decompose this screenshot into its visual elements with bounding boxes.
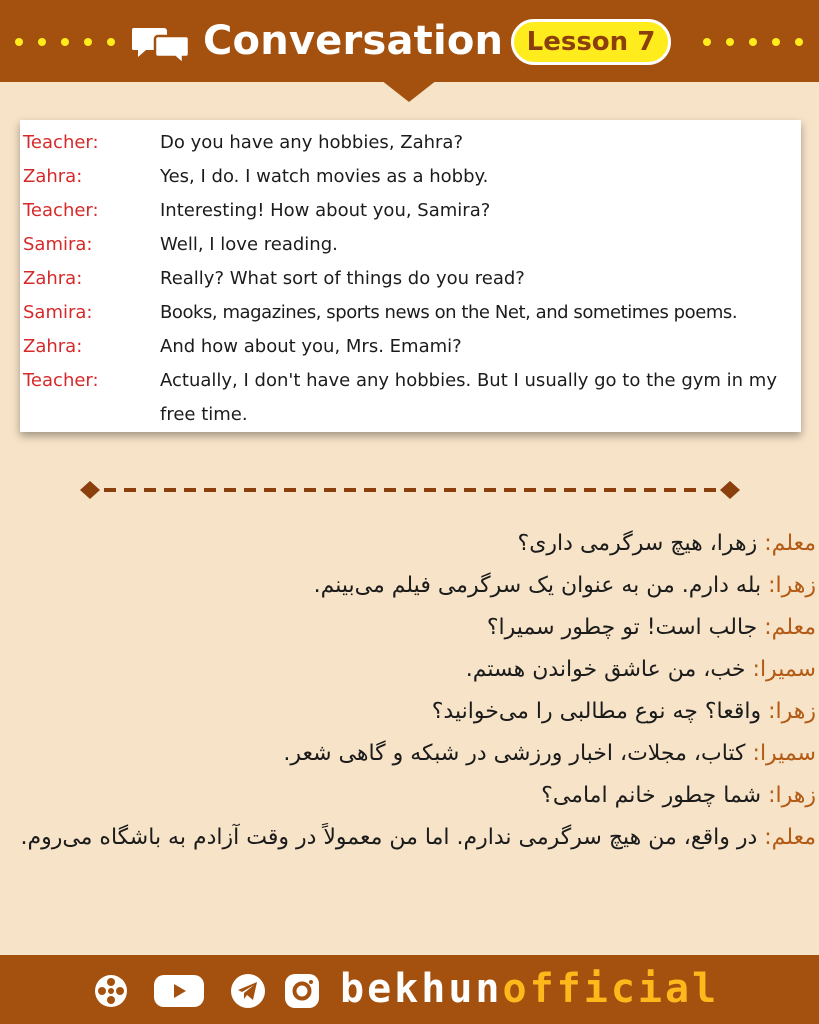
- dialogue-text: Actually, I don't have any hobbies. But I usually go to the gym in my free time.: [160, 370, 777, 425]
- dialogue-text: And how about you, Mrs. Emami?: [160, 336, 462, 357]
- youtube-icon[interactable]: [153, 973, 205, 1009]
- translation-line: [16, 565, 816, 607]
- translation-text: کتاب، مجلات، اخبار ورزشی در شبکه و گاهی شعر.: [283, 741, 753, 766]
- translation-line: [16, 523, 816, 565]
- brand-part-1: bekhun: [340, 966, 503, 1012]
- decorative-dots-left: [15, 38, 115, 46]
- speaker-label: زهرا:: [768, 783, 816, 808]
- dialogue-text: Do you have any hobbies, Zahra?: [160, 132, 464, 153]
- translation-line: [16, 817, 816, 859]
- translation-text: واقعا؟ چه نوع مطالبی را می‌خوانید؟: [431, 699, 769, 724]
- header-bar: [0, 0, 819, 82]
- speaker-label: Samira:: [23, 302, 93, 323]
- speaker-label: معلم:: [764, 825, 816, 850]
- decorative-dots-right: [703, 38, 803, 46]
- translation-line: [16, 649, 816, 691]
- brand-name[interactable]: [340, 963, 719, 1015]
- translation-text: شما چطور خانم امامی؟: [541, 783, 769, 808]
- speaker-label: Samira:: [23, 234, 93, 255]
- footer-bar: [0, 955, 819, 1024]
- english-dialogue-card: [20, 120, 801, 432]
- translation-line: [16, 733, 816, 775]
- translation-text: زهرا، هیچ سرگرمی داری؟: [517, 531, 765, 556]
- telegram-icon[interactable]: [230, 973, 266, 1009]
- speaker-label: Zahra:: [23, 268, 83, 289]
- speaker-label: معلم:: [764, 531, 816, 556]
- dialogue-text: Well, I love reading.: [160, 234, 338, 255]
- speaker-label: معلم:: [764, 615, 816, 640]
- translation-text: بله دارم. من به عنوان یک سرگرمی فیلم می‌بینم.: [313, 573, 769, 598]
- speaker-label: سمیرا:: [752, 741, 816, 766]
- chat-bubbles-icon: [132, 24, 190, 64]
- dialogue-text: Books, magazines, sports news on the Net, and sometimes poems.: [160, 302, 738, 323]
- speaker-label: Teacher:: [23, 200, 99, 221]
- translation-line: [16, 775, 816, 817]
- speaker-label: Teacher:: [23, 370, 99, 391]
- translation-line: [16, 607, 816, 649]
- lesson-badge: Lesson 7: [511, 19, 671, 65]
- translation-text: در واقع، من هیچ سرگرمی ندارم. اما من معمولاً در وقت آزادم به باشگاه می‌روم.: [20, 825, 765, 850]
- film-reel-icon[interactable]: [93, 973, 129, 1009]
- translation-text: جالب است! تو چطور سمیرا؟: [486, 615, 765, 640]
- dashed-divider: [78, 478, 742, 502]
- brand-part-2: official: [502, 966, 720, 1012]
- page-title: Conversation: [203, 18, 504, 64]
- speaker-label: زهرا:: [768, 699, 816, 724]
- translation-line: [16, 691, 816, 733]
- persian-translation: [16, 523, 816, 859]
- speaker-label: Teacher:: [23, 132, 99, 153]
- speaker-label: زهرا:: [768, 573, 816, 598]
- dialogue-text: Yes, I do. I watch movies as a hobby.: [160, 166, 489, 187]
- speaker-label: Zahra:: [23, 336, 83, 357]
- dialogue-text: Interesting! How about you, Samira?: [160, 200, 491, 221]
- speaker-label: سمیرا:: [752, 657, 816, 682]
- speaker-label: Zahra:: [23, 166, 83, 187]
- dialogue-text: Really? What sort of things do you read?: [160, 268, 525, 289]
- instagram-icon[interactable]: [284, 973, 320, 1009]
- translation-text: خب، من عاشق خواندن هستم.: [465, 657, 753, 682]
- header-notch: [381, 80, 437, 102]
